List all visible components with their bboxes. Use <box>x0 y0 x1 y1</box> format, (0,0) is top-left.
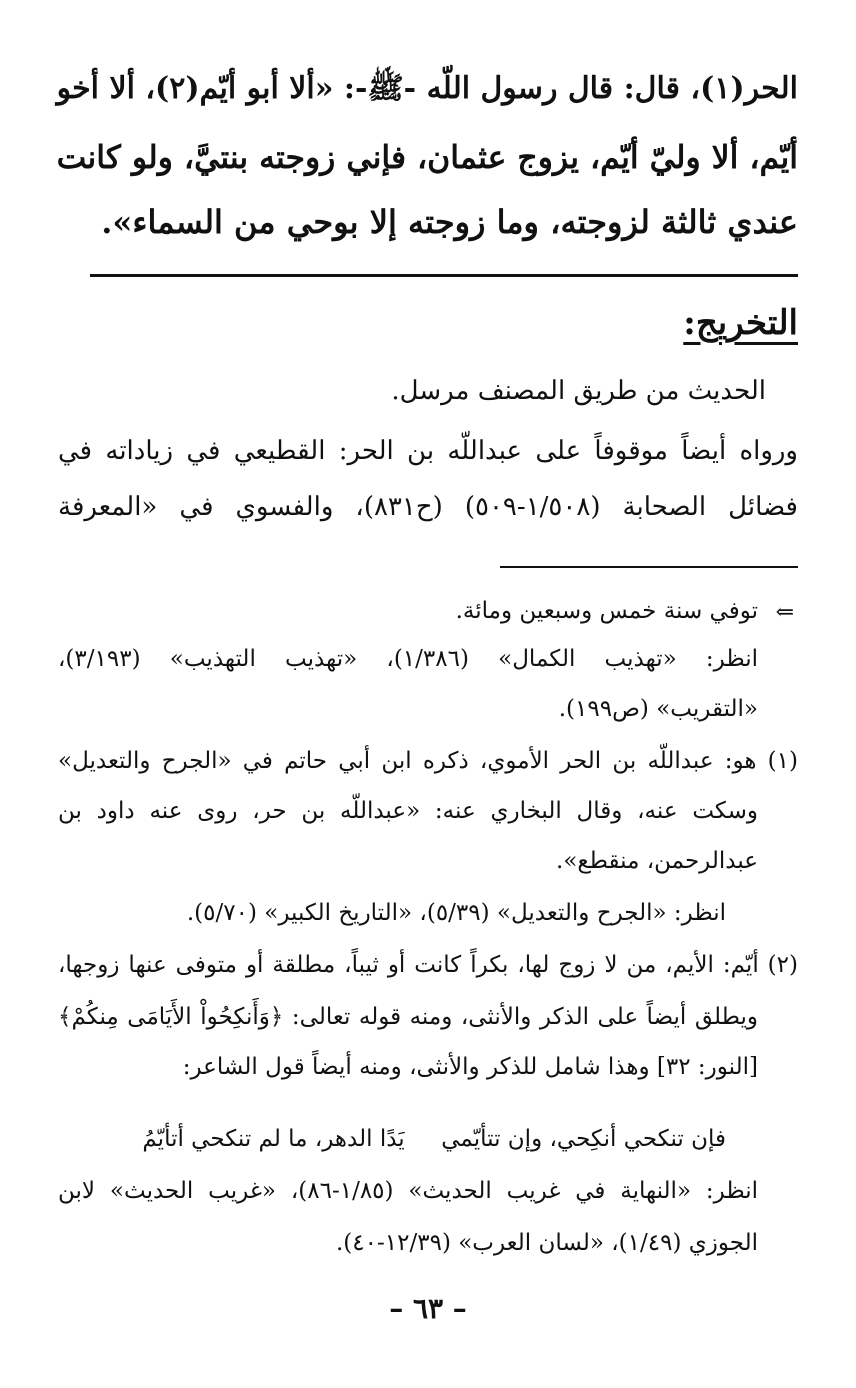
poem-verse: فإن تنكحي أنكِحي، وإن تتأيّمي يَدًا الدهر، ما لم تنكحي أتأيّمُ <box>142 1126 726 1152</box>
footnote-2-line-3: [النور: ٣٢] وهذا شامل للذكر والأنثى، ومنه أيضاً قول الشاعر: <box>182 1054 758 1080</box>
footnote-2-line-5: انظر: «النهاية في غريب الحديث» (١/٨٥-٨٦)، «غريب الحديث» لابن <box>58 1178 758 1204</box>
takhrij-line-2: ورواه أيضاً موقوفاً على عبداللّه بن الحر: القطيعي في زياداته في <box>58 436 798 466</box>
footnote-2-line-2: ويطلق أيضاً على الذكر والأنثى، ومنه قوله تعالى: ﴿وَأَنكِحُواْ الأَيَامَى مِنكُمْ﴾ <box>58 1004 758 1030</box>
footnote-cont-line-3: «التقريب» (ص١٩٩). <box>558 696 758 722</box>
main-text-line-1: الحر(١)، قال: قال رسول اللّه -ﷺ-: «ألا أبو أيّم(٢)، ألا أخو <box>56 71 798 106</box>
takhrij-line-3: فضائل الصحابة (١/٥٠٨-٥٠٩) (ح٨٣١)، والفسوي في «المعرفة <box>58 492 798 522</box>
main-text-line-2: أيّم، ألا وليّ أيّم، يزوج عثمان، فإني زوجته بنتيَّ، ولو كانت <box>56 139 798 176</box>
footnote-1-line-3: عبدالرحمن، منقطع». <box>556 848 758 874</box>
footnote-2-line-1: (٢) أيّم: الأيم، من لا زوج لها، بكراً كانت أو ثيباً، مطلقة أو متوفى عنها زوجها، <box>58 952 798 978</box>
footnote-1-line-1: (١) هو: عبداللّه بن الحر الأموي، ذكره ابن أبي حاتم في «الجرح والتعديل» <box>58 748 798 774</box>
continuation-arrow-icon: ⇐ <box>775 600 794 625</box>
takhrij-heading: التخريج: <box>683 303 798 343</box>
footnote-1-line-4: انظر: «الجرح والتعديل» (٥/٣٩)، «التاريخ الكبير» (٥/٧٠). <box>186 900 726 926</box>
page-number: – ٦٣ – <box>389 1292 467 1325</box>
takhrij-line-1: الحديث من طريق المصنف مرسل. <box>391 376 766 406</box>
footnote-1-line-2: وسكت عنه، وقال البخاري عنه: «عبداللّه بن حر، روى عنه داود بن <box>58 798 758 824</box>
footnote-2-line-6: الجوزي (١/٤٩)، «لسان العرب» (١٢/٣٩-٤٠). <box>335 1230 758 1256</box>
main-text-line-3: عندي ثالثة لزوجته، وما زوجته إلا بوحي من السماء». <box>101 203 798 241</box>
section-divider <box>90 274 798 277</box>
footnote-separator <box>500 566 798 568</box>
footnote-cont-line-1: توفي سنة خمس وسبعين ومائة. <box>455 598 758 624</box>
footnote-cont-line-2: انظر: «تهذيب الكمال» (١/٣٨٦)، «تهذيب التهذيب» (٣/١٩٣)، <box>58 646 758 672</box>
